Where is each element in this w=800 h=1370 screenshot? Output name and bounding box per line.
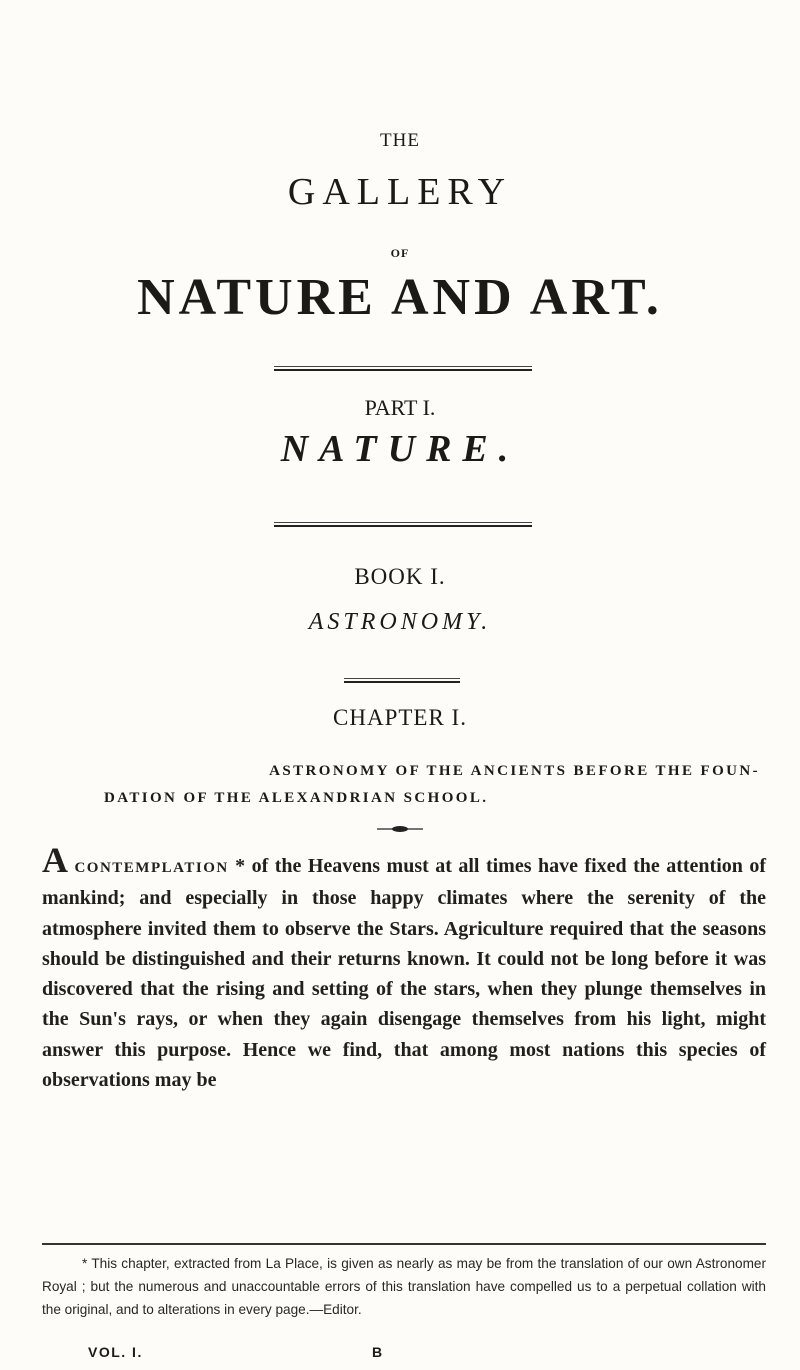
divider-rule: [344, 676, 460, 683]
chapter-label: CHAPTER I.: [333, 705, 467, 730]
book-name: ASTRONOMY.: [308, 609, 492, 635]
chapter-subtitle-line1: ASTRONOMY OF THE ANCIENTS BEFORE THE FOUN-: [269, 763, 760, 779]
part-label: PART I.: [364, 395, 436, 420]
footnote-text: * This chapter, extracted from La Place, is given as nearly as may be from the translation of our own Astronomer Royal ; but the numerous and unaccountable errors of this translation have compelled us to a perpetual collation with the original, and to alterations in every page.—Editor.: [42, 1256, 766, 1317]
signature-mark: B: [372, 1344, 384, 1360]
footnote: [42, 1252, 766, 1321]
body-text: * of the Heavens must at all times have fixed the attention of mankind; and especially in those happy climates where the serenity of the atmosphere invited them to observe the Stars. Agriculture required that the seasons should be distinguished and their returns known. It could not be long before it was discovered that the rising and setting of the stars, when they plunge themselves in the Sun's rays, or when they again disengage themselves from his light, might answer this purpose. Hence we find, that among most nations this species of observations may be: [42, 855, 766, 1092]
volume-label: VOL. I.: [88, 1344, 143, 1360]
book-label: BOOK I.: [354, 564, 446, 589]
chapter-subtitle-line2: DATION OF THE ALEXANDRIAN SCHOOL.: [104, 790, 489, 806]
divider-rule: [274, 364, 532, 371]
part-name: NATURE.: [280, 428, 520, 470]
footnote-rule: [42, 1243, 766, 1245]
ornament-icon: [375, 824, 425, 834]
title-the: THE: [380, 130, 420, 151]
divider-rule: [274, 520, 532, 527]
dropcap: A: [42, 840, 68, 880]
body-paragraph: [42, 840, 766, 1095]
lead-word: CONTEMPLATION: [74, 860, 229, 876]
title-of: OF: [390, 246, 410, 260]
title-nature-and-art: NATURE AND ART.: [137, 269, 663, 326]
title-gallery: GALLERY: [287, 171, 513, 213]
